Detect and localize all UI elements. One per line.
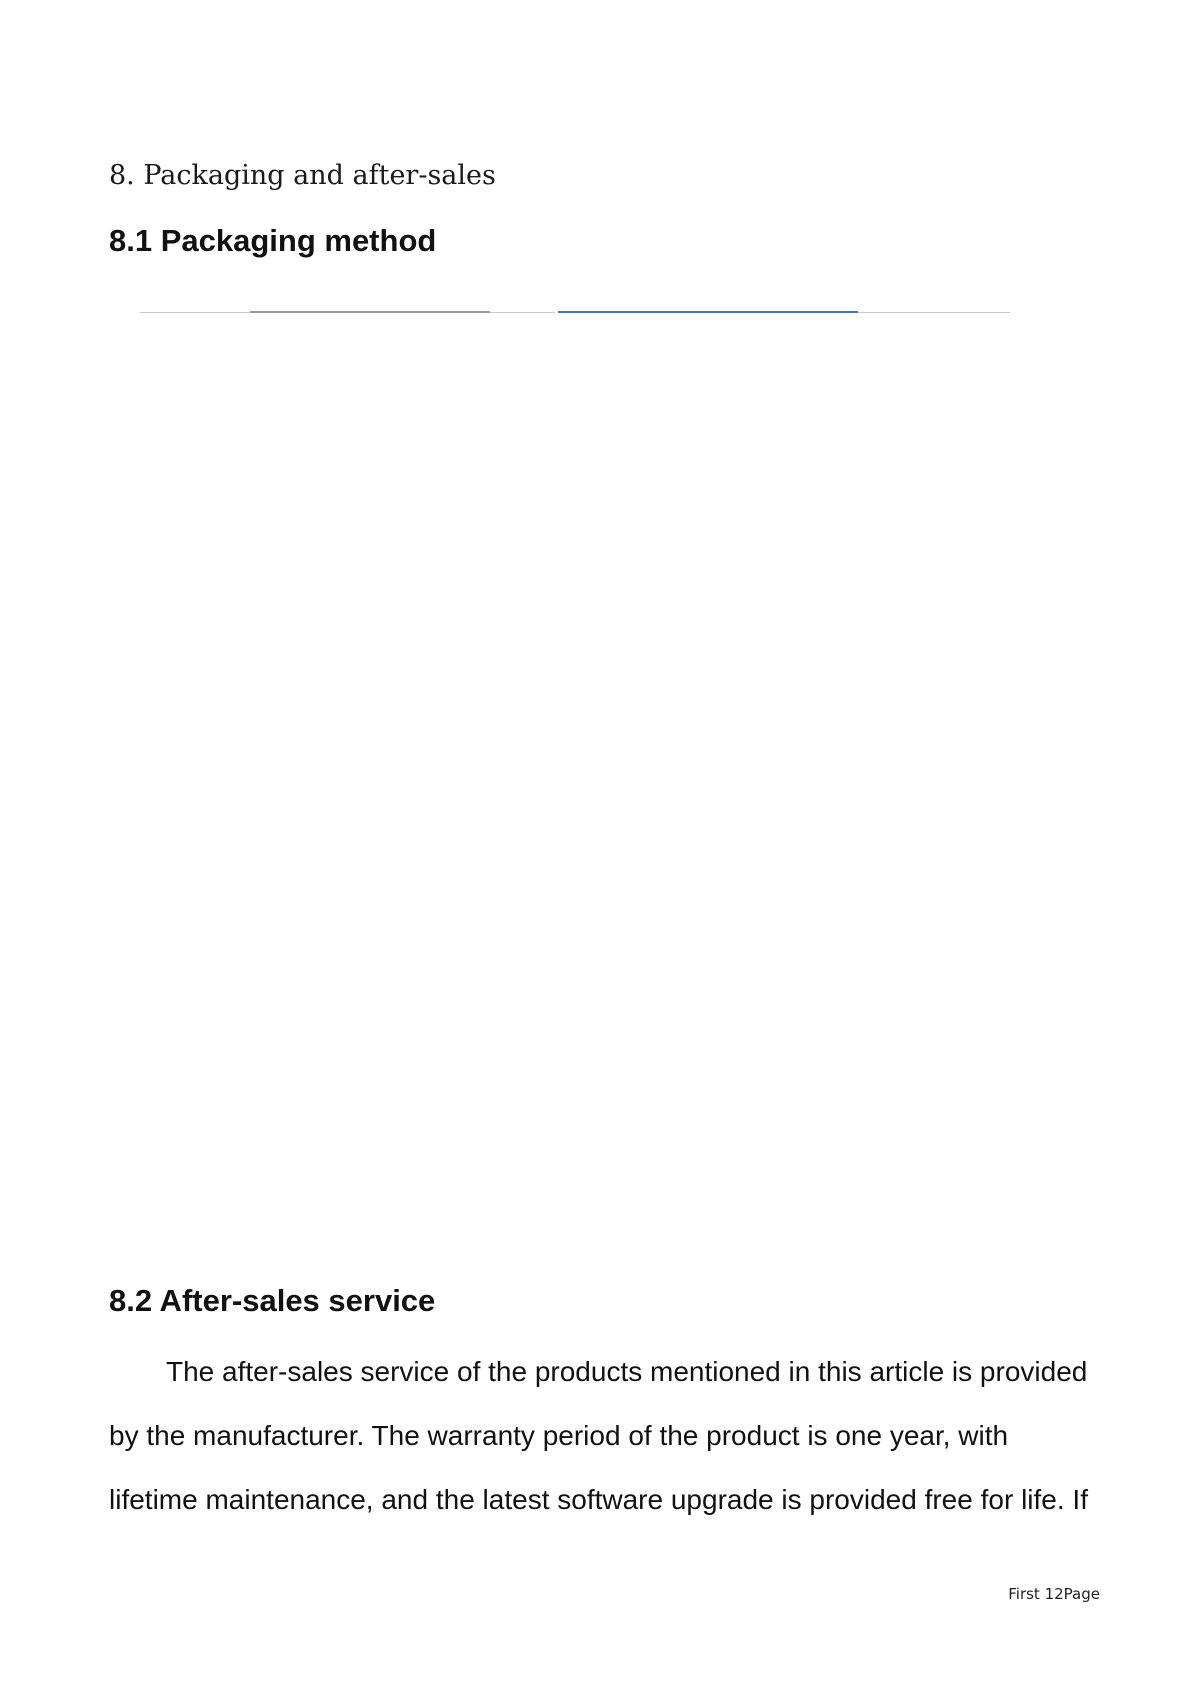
section-heading-after-sales-service: 8.2 After-sales service xyxy=(109,1283,436,1318)
image-edge-rule xyxy=(250,311,490,313)
after-sales-paragraph xyxy=(109,1340,1109,1532)
paragraph-line: lifetime maintenance, and the latest software upgrade is provided free for life. If xyxy=(109,1484,1088,1515)
chapter-heading: 8. Packaging and after-sales xyxy=(109,160,496,191)
image-edge-rule xyxy=(490,312,555,313)
paragraph-line: The after-sales service of the products mentioned in this article is provided xyxy=(166,1356,1088,1387)
packaging-image-area xyxy=(140,308,1010,318)
image-edge-rule xyxy=(858,312,1010,313)
section-heading-packaging-method: 8.1 Packaging method xyxy=(109,223,437,258)
paragraph-line: by the manufacturer. The warranty period of the product is one year, with xyxy=(109,1420,1009,1451)
image-edge-rule-blue xyxy=(558,311,858,313)
page-number-footer: First 12Page xyxy=(1008,1585,1100,1603)
image-edge-rule xyxy=(140,312,250,313)
